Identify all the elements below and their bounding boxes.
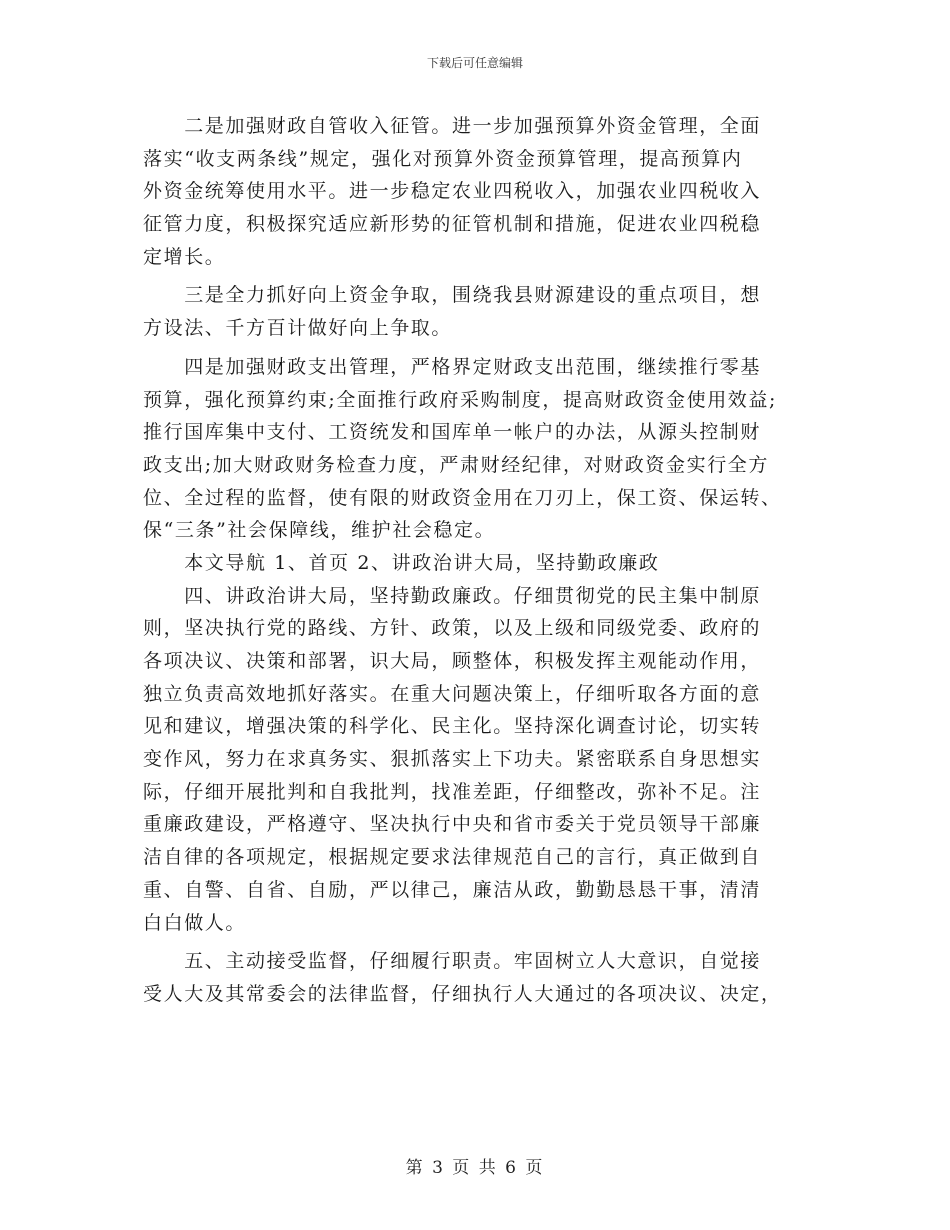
text-line: 则，坚决执行党的路线、方针、政策，以及上级和同级党委、政府的	[143, 617, 762, 640]
text-line: 白白做人。	[143, 911, 247, 934]
page-number: 第 3 页 共 6 页	[405, 1158, 545, 1178]
page-header: 下载后可任意编辑	[426, 56, 523, 70]
text-line: 变作风，努力在求真务实、狠抓落实上下功夫。紧密联系自身思想实	[143, 748, 762, 771]
text-line: 际，仔细开展批判和自我批判，找准差距，仔细整改，弥补不足。注	[143, 780, 762, 803]
text-line: 见和建议，增强决策的科学化、民主化。坚持深化调查讨论，切实转	[143, 715, 762, 738]
text-line: 定增长。	[143, 245, 226, 268]
text-line: 方设法、千方百计做好向上争取。	[143, 317, 453, 340]
text-line: 位、全过程的监督，使有限的财政资金用在刀刃上，保工资、保运转、	[143, 486, 782, 509]
text-line: 五、主动接受监督，仔细履行职责。牢固树立人大意识，自觉接	[143, 950, 762, 973]
text-line: 外资金统筹使用水平。进一步稳定农业四税收入，加强农业四税收入	[143, 180, 762, 203]
navigation-line: 本文导航 1、首页 2、讲政治讲大局，坚持勤政廉政	[143, 551, 660, 574]
text-line: 四、讲政治讲大局，坚持勤政廉政。仔细贯彻党的民主集中制原	[143, 584, 762, 607]
text-line: 各项决议、决策和部署，识大局，顾整体，积极发挥主观能动作用，	[143, 650, 762, 672]
text-line: 政支出;加大财政财务检查力度，严肃财经纪律，对财政资金实行全方	[143, 453, 770, 476]
text-line: 重廉政建设，严格遵守、坚决执行中央和省市委关于党员领导干部廉	[143, 813, 762, 836]
text-line: 推行国库集中支付、工资统发和国库单一帐户的办法，从源头控制财	[143, 421, 762, 444]
text-line: 三是全力抓好向上资金争取，围绕我县财源建设的重点项目，想	[143, 284, 762, 307]
text-line: 落实“收支两条线”规定，强化对预算外资金预算管理，提高预算内	[143, 147, 743, 170]
text-line: 重、自警、自省、自励，严以律己，廉洁从政，勤勤恳恳干事，清清	[143, 878, 762, 901]
text-line: 洁自律的各项规定，根据规定要求法律规范自己的言行，真正做到自	[143, 846, 762, 869]
text-line: 四是加强财政支出管理，严格界定财政支出范围，继续推行零基	[143, 355, 762, 378]
text-line: 征管力度，积极探究适应新形势的征管机制和措施，促进农业四税稳	[143, 213, 762, 236]
text-line: 保“三条”社会保障线，维护社会稳定。	[143, 519, 496, 542]
text-line: 二是加强财政自管收入征管。进一步加强预算外资金管理，全面	[143, 115, 762, 137]
text-line: 独立负责高效地抓好落实。在重大问题决策上，仔细听取各方面的意	[143, 682, 762, 705]
document-body	[143, 110, 808, 1011]
text-line: 预算，强化预算约束;全面推行政府采购制度，提高财政资金使用效益;	[143, 388, 778, 411]
text-line: 受人大及其常委会的法律监督，仔细执行人大通过的各项决议、决定，	[143, 982, 782, 1005]
